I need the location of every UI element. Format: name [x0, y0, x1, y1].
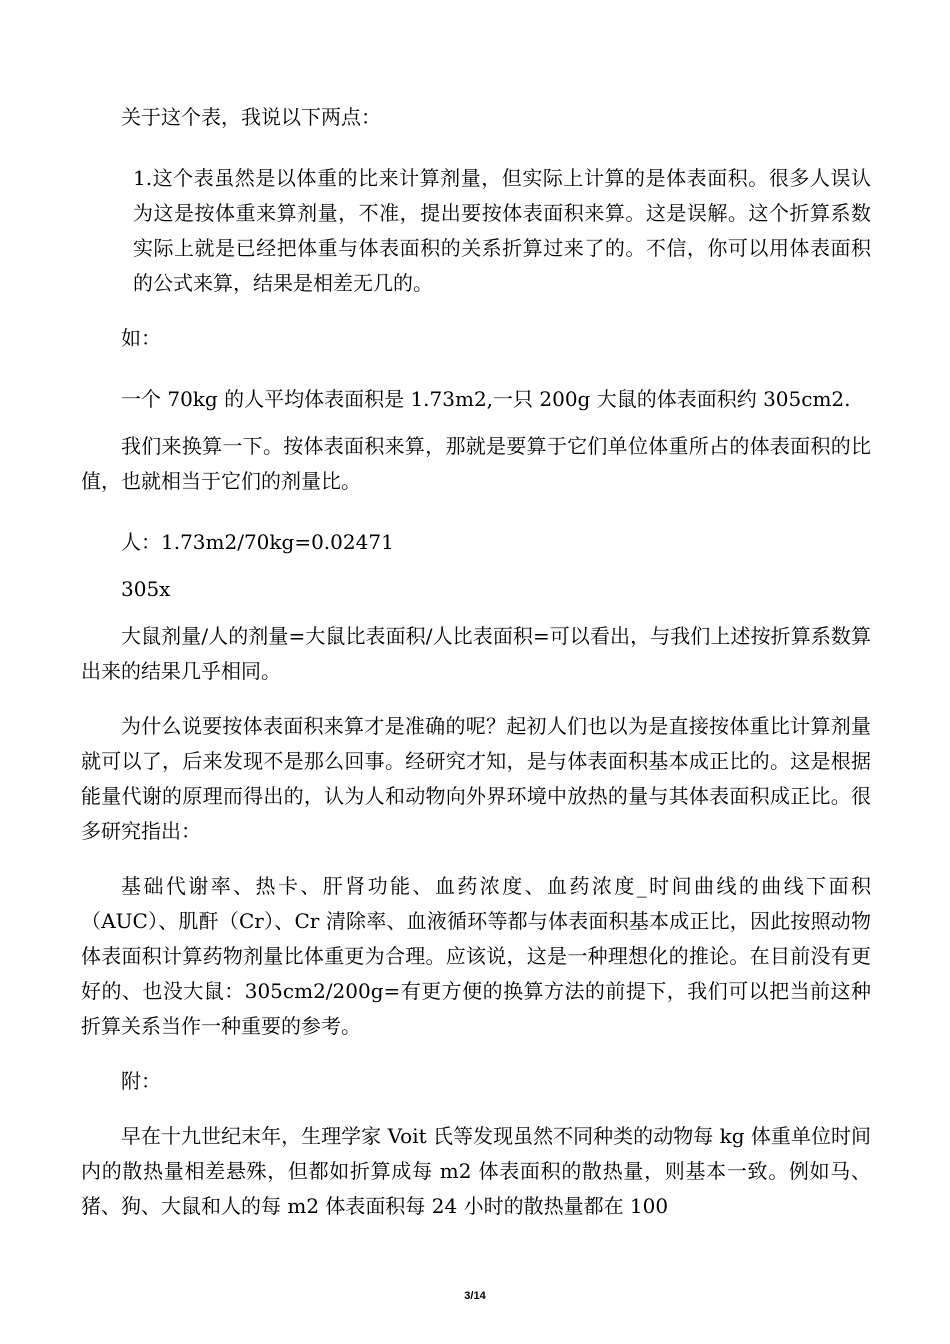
page-number: 3/14 [464, 1290, 486, 1302]
paragraph-intro: 关于这个表，我说以下两点： [121, 105, 381, 129]
paragraph-why-surface-area: 为什么说要按体表面积来算才是准确的呢？起初人们也以为是直接按体重比计算剂量就可以了，后来发现不是那么回事。经研究才知，是与体表面积基本成正比的。这是根据能量代谢的原理而得出的，认为人和动物向外界环境中放热的量与其体表面积成正比。很多研究指出： [81, 714, 871, 843]
paragraph-appendix-label: 附： [121, 1069, 161, 1093]
paragraph-rat-fragment: 305x [121, 577, 171, 601]
paragraph-example-values: 一个 70kg 的人平均体表面积是 1.73m2,一只 200g 大鼠的体表面积约 305cm2. [121, 387, 851, 411]
paragraph-example-label: 如： [121, 326, 161, 350]
paragraph-conversion: 我们来换算一下。按体表面积来算，那就是要算于它们单位体重所占的体表面积的比值，也就相当于它们的剂量比。 [81, 434, 871, 493]
document-body [81, 100, 871, 1244]
paragraph-point-1: 1.这个表虽然是以体重的比来计算剂量，但实际上计算的是体表面积。很多人误认为这是按体重来算剂量，不准，提出要按体表面积来算。这是误解。这个折算系数实际上就是已经把体重与体表面积的关系折算过来了的。不信，你可以用体表面积的公式来算，结果是相差无几的。 [133, 166, 871, 295]
paragraph-dose-ratio: 大鼠剂量/人的剂量=大鼠比表面积/人比表面积=可以看出，与我们上述按折算系数算出来的结果几乎相同。 [81, 624, 871, 683]
paragraph-metabolic-factors: 基础代谢率、热卡、肝肾功能、血药浓度、血药浓度_时间曲线的曲线下面积（AUC）、肌酐（Cr）、Cr 清除率、血液循环等都与体表面积基本成正比，因此按照动物体表面积计算药物剂量比体重更为合理。应该说，这是一种理想化的推论。在目前没有更好的、也没大鼠：305cm2/200g=有更方便的换算方法的前提下，我们可以把当前这种折算关系当作一种重要的参考。 [81, 874, 871, 1038]
paragraph-history: 早在十九世纪末年，生理学家 Voit 氏等发现虽然不同种类的动物每 kg 体重单位时间内的散热量相差悬殊，但都如折算成每 m2 体表面积的散热量，则基本一致。例如马、猪、狗、大鼠和人的每 m2 体表面积每 24 小时的散热量都在 100 [81, 1124, 871, 1218]
paragraph-human-ratio: 人：1.73m2/70kg=0.02471 [121, 530, 394, 554]
